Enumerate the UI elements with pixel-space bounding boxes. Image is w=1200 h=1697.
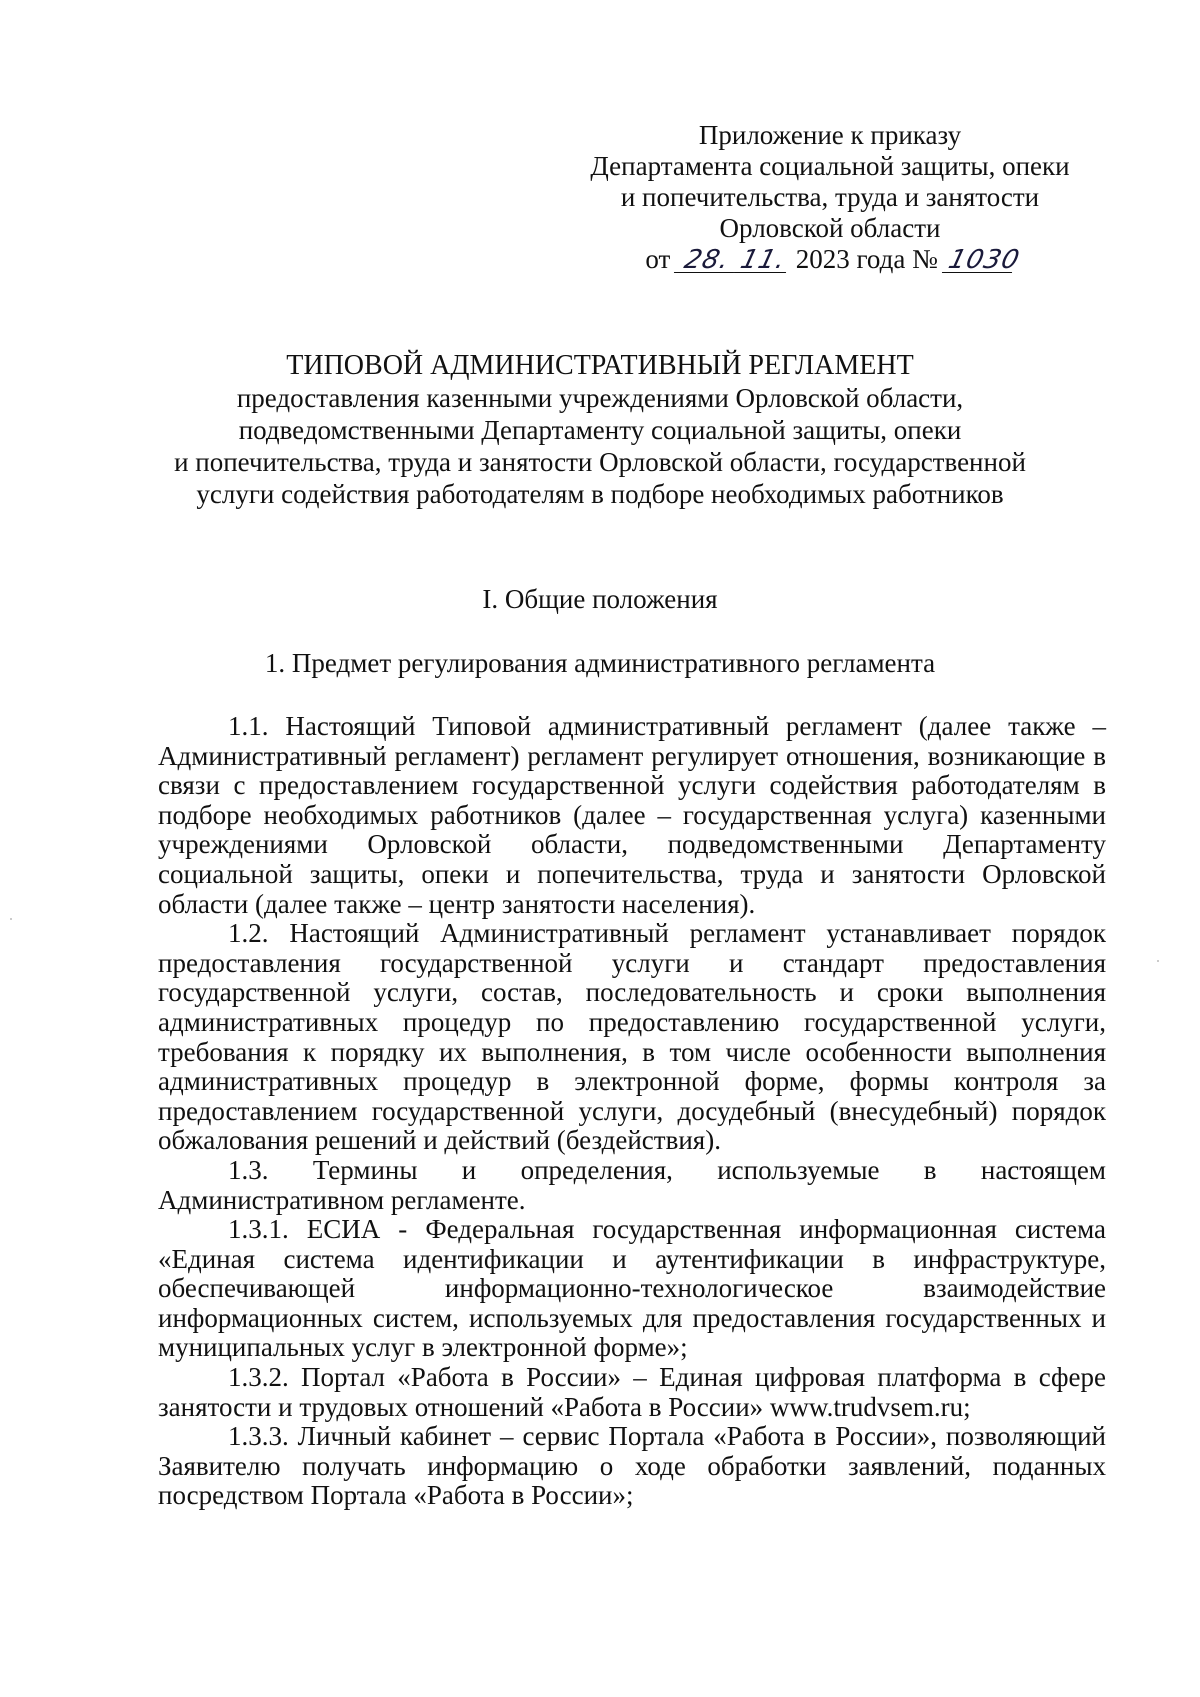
paragraph-1-3-2: 1.3.2. Портал «Работа в России» – Единая цифровая платформа в сфере занятости и трудовых отношений «Работа в России» www.trudvsem.ru; bbox=[158, 1362, 1106, 1422]
document-title bbox=[120, 350, 1080, 510]
paragraph-1-2: 1.2. Настоящий Административный регламент устанавливает порядок предоставления государственной услуги и стандарт предоставления государственной услуги, состав, последовательность и сроки выполнения административных процедур по предоставлению государственной услуги, требования к порядку их выполнения, в том числе особенности выполнения административных процедур в электронной форме, формы контроля за предоставлением государственной услуги, досудебный (внесудебный) порядок обжалования решений и действий (бездействия). bbox=[158, 918, 1106, 1156]
date-prefix: от bbox=[645, 244, 671, 274]
section-heading: I. Общие положения bbox=[482, 584, 718, 614]
handwritten-order-number: 1030 bbox=[942, 248, 1018, 273]
attachment-line-3: и попечительства, труда и занятости bbox=[620, 182, 1040, 212]
scan-speck bbox=[1157, 960, 1159, 962]
order-date-line bbox=[560, 244, 1100, 275]
subsection-heading: 1. Предмет регулирования административного регламента bbox=[264, 648, 936, 678]
number-sign: № bbox=[912, 244, 938, 274]
document-body bbox=[158, 712, 1106, 1511]
handwritten-month: 11. bbox=[734, 248, 792, 273]
attachment-line-4: Орловской области bbox=[719, 213, 941, 243]
title-line-2: предоставления казенными учреждениями Орловской области, bbox=[236, 383, 964, 413]
title-line-4: и попечительства, труда и занятости Орловской области, государственной bbox=[174, 447, 1026, 477]
scan-speck bbox=[10, 918, 12, 920]
paragraph-1-3: 1.3. Термины и определения, используемые в настоящем Административном регламенте. bbox=[158, 1154, 1106, 1215]
title-line-3: подведомственными Департаменту социальной защиты, опеки bbox=[238, 415, 962, 445]
handwritten-day: 28. bbox=[674, 248, 740, 273]
attachment-line-2: Департамента социальной защиты, опеки bbox=[590, 151, 1070, 181]
paragraph-1-1: 1.1. Настоящий Типовой административный регламент (далее также – Административный регламент) регламент регулирует отношения, возникающие в связи с предоставлением государственной услуги содействия работодателям в подборе необходимых работников (далее – государственная услуга) казенными учреждениями Орловской области, подведомственными Департаменту социальной защиты, опеки и попечительства, труда и занятости Орловской области (далее также – центр занятости населения). bbox=[158, 711, 1106, 919]
paragraph-1-3-3: 1.3.3. Личный кабинет – сервис Портала «Работа в России», позволяющий Заявителю получать информацию о ходе обработки заявлений, поданных посредством Портала «Работа в России»; bbox=[158, 1421, 1106, 1511]
date-year: 2023 года bbox=[795, 244, 906, 274]
attachment-line-1: Приложение к приказу bbox=[698, 120, 962, 150]
title-line-5: услуги содействия работодателям в подборе необходимых работников bbox=[196, 479, 1004, 509]
paragraph-1-3-1: 1.3.1. ЕСИА - Федеральная государственная информационная система «Единая система идентификации и аутентификации в инфраструктуре, обеспечивающей информационно-технологическое взаимодействие информационных систем, используемых для предоставления государственных и муниципальных услуг в электронной форме»; bbox=[158, 1214, 1106, 1363]
title-line-1: ТИПОВОЙ АДМИНИСТРАТИВНЫЙ РЕГЛАМЕНТ bbox=[286, 350, 914, 381]
attachment-block bbox=[560, 120, 1100, 275]
